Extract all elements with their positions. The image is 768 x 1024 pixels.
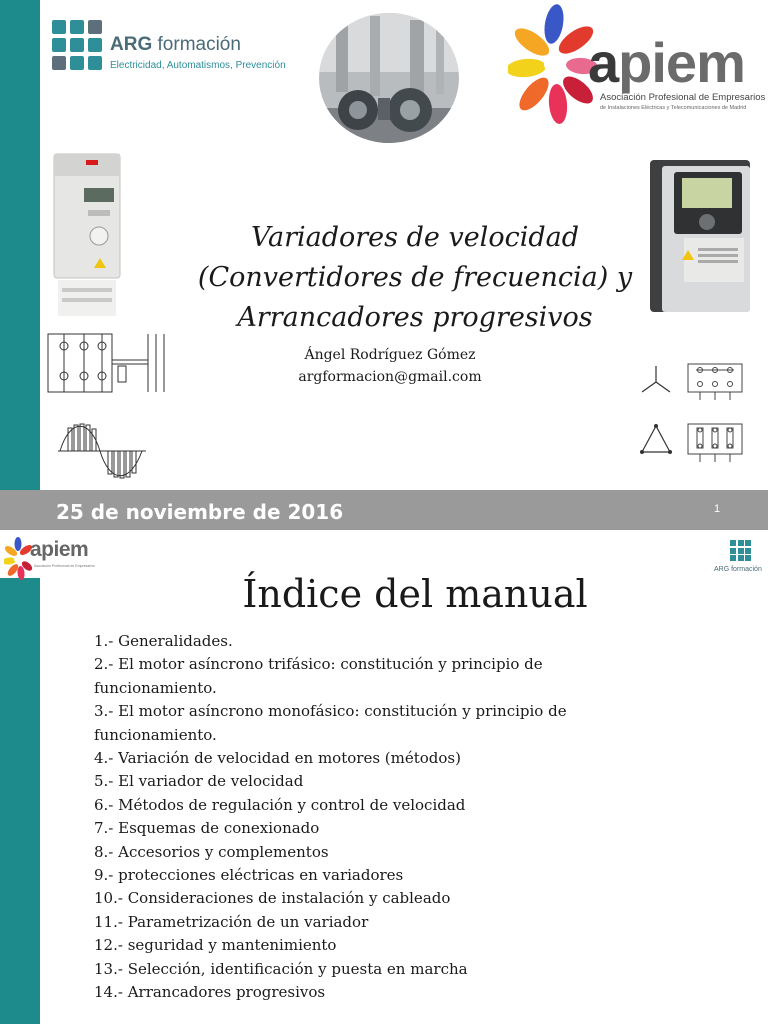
toc-line: 7.- Esquemas de conexionado <box>94 819 320 838</box>
toc-line: 3.- El motor asíncrono monofásico: constitución y principio de <box>94 702 567 721</box>
arg-logo-text: ARG formación <box>714 566 762 573</box>
toc-line: 12.- seguridad y mantenimiento <box>94 936 337 955</box>
apiem-wordmark: apiem <box>30 538 89 561</box>
pwm-waveform-diagram <box>56 420 148 482</box>
apiem-wordmark: apiem <box>588 31 745 94</box>
terminal-box-delta-diagram <box>686 422 744 464</box>
toc-line: 4.- Variación de velocidad en motores (métodos) <box>94 749 461 768</box>
arg-grid-icon <box>730 540 751 561</box>
arg-formacion-logo <box>52 20 292 76</box>
toc-line: 13.- Selección, identificación y puesta en marcha <box>94 959 468 978</box>
toc-line: funcionamiento. <box>94 678 217 697</box>
toc-line: 6.- Métodos de regulación y control de velocidad <box>94 795 466 814</box>
inverter-circuit-diagram <box>44 330 174 396</box>
presentation-date: 25 de noviembre de 2016 <box>56 500 344 524</box>
apiem-logo-small <box>4 536 94 580</box>
arg-formacion-logo-small <box>712 540 766 580</box>
presentation-title <box>160 218 670 338</box>
toc-line: 11.- Parametrización de un variador <box>94 912 369 931</box>
toc-line: 14.- Arrancadores progresivos <box>94 983 326 1002</box>
delta-connection-icon <box>636 422 676 458</box>
title-line-2: (Convertidores de frecuencia) y <box>197 262 633 293</box>
toc-line: funcionamiento. <box>94 725 217 744</box>
accent-sidebar <box>0 0 40 490</box>
toc-line: 10.- Consideraciones de instalación y cableado <box>94 889 451 908</box>
index-title: Índice del manual <box>242 572 588 616</box>
toc-line: 2.- El motor asíncrono trifásico: constitución y principio de <box>94 655 543 674</box>
title-line-1: Variadores de velocidad <box>250 222 579 253</box>
terminal-box-star-diagram <box>686 362 744 402</box>
toc-line: 9.- protecciones eléctricas en variadores <box>94 866 404 885</box>
apiem-subtitle: Asociación Profesional de Empresarios <box>600 92 766 103</box>
index-slide <box>0 530 768 1024</box>
title-line-3: Arrancadores progresivos <box>237 302 593 333</box>
author-block <box>200 344 580 388</box>
motors-photo <box>318 12 460 144</box>
accent-sidebar <box>0 578 40 1024</box>
toc-line: 8.- Accesorios y complementos <box>94 842 329 861</box>
star-connection-icon <box>636 362 676 398</box>
arg-logo-tagline: Electricidad, Automatismos, Prevención <box>110 60 286 71</box>
apiem-subtitle-small: de Instalaciones Eléctricas y Telecomunicaciones de Madrid <box>600 105 747 111</box>
arg-grid-icon <box>52 20 102 72</box>
toc-line: 5.- El variador de velocidad <box>94 772 304 791</box>
author-email: argformacion@gmail.com <box>298 369 482 385</box>
slide-number: 1 <box>714 503 721 515</box>
apiem-subtitle: Asociación Profesional de Empresarios <box>34 564 95 568</box>
arg-logo-name: ARG formación <box>110 34 241 55</box>
author-name: Ángel Rodríguez Gómez <box>304 347 476 363</box>
apiem-logo <box>508 2 766 126</box>
drive-device-left-image <box>48 148 128 326</box>
table-of-contents <box>94 630 654 1005</box>
toc-line: 1.- Generalidades. <box>94 632 233 650</box>
